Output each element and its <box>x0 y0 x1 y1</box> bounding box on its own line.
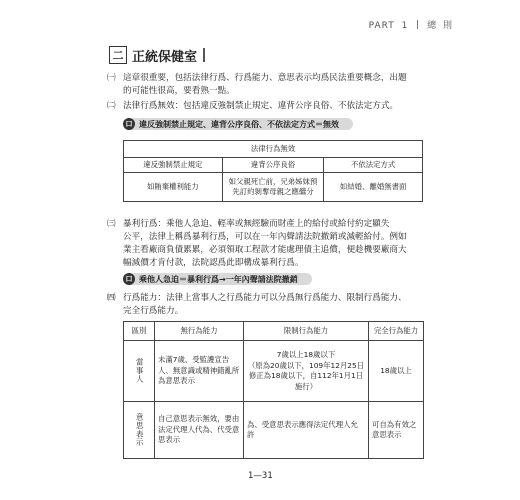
capacity-table <box>123 321 424 459</box>
item-3-mark: ㈢ <box>107 219 116 229</box>
item-3-line: 業主看廠商負債累累，必須領取工程款才能處理債主追償，便趁機要廠商大 <box>123 245 407 255</box>
item-4-mark: ㈣ <box>107 293 116 303</box>
table-1-title: 法律行為無效 <box>124 141 423 158</box>
table-1-cell: 如父親死亡前，兄弟姊妹預先訂約剝奪母親之應繼分 <box>222 173 324 202</box>
item-2-text: 法律行爲無效：包括違反強制禁止規定、違背公序良俗、不依法定方式。 <box>123 101 399 111</box>
item-4-line-2: 完全行爲能力。 <box>123 306 184 316</box>
item-1 <box>107 72 417 98</box>
item-1-line-1: 這章很重要，包括法律行爲、行爲能力、意思表示均爲民法重要概念，出題 <box>123 73 407 83</box>
table-2-row-label: 意思表示 <box>124 402 155 459</box>
table-1-cell: 如結婚、離婚無書面 <box>324 173 423 202</box>
section-title: 正統保健室 <box>132 49 198 65</box>
running-head <box>369 18 454 31</box>
section-number: 二 <box>109 46 127 64</box>
item-2-mark: ㈡ <box>107 101 116 111</box>
table-2-header: 限制行為能力 <box>244 322 369 341</box>
table-2-cell-line: （原為20歲以下，109年12月25日修正為18歲以下，自112年1月1日施行） <box>247 360 365 391</box>
tip-badge-icon: 口 <box>123 273 135 285</box>
item-2 <box>107 100 417 113</box>
table-1-header: 違反強制禁止規定 <box>124 158 223 173</box>
table-2-row-label: 當事人 <box>124 341 155 402</box>
table-2-cell: 為、受意思表示應得法定代理人允許 <box>244 402 369 459</box>
part-number: 1 <box>401 21 409 31</box>
part-label: PART <box>368 21 395 31</box>
tip-1-text: 違反強制禁止規定、違背公序良俗、不依法定方式＝無效 <box>139 119 339 129</box>
section-heading <box>109 46 205 64</box>
section-heading-bar <box>203 48 205 62</box>
tip-1 <box>123 118 353 130</box>
table-2-cell <box>244 341 369 402</box>
tip-badge-icon: 口 <box>123 118 135 130</box>
table-2-header: 區別 <box>124 322 155 341</box>
item-3 <box>107 218 417 270</box>
table-2-cell: 自己意思表示無效，要由法定代理人代為、代受意思表示 <box>155 402 244 459</box>
table-2-cell: 未滿7歲、受監護宣告人、無意識或精神錯亂所為意思表示 <box>155 341 244 402</box>
item-4 <box>107 292 417 318</box>
table-2-header: 完全行為能力 <box>369 322 424 341</box>
table-1-header: 違背公序良俗 <box>222 158 324 173</box>
chapter-title: 總 則 <box>427 21 454 31</box>
item-3-line: 公平，法律上稱爲暴利行爲，可以在一年內聲請法院撤銷或減輕給付。例如 <box>123 232 407 242</box>
table-2-header: 無行為能力 <box>155 322 244 341</box>
header-separator <box>417 20 418 29</box>
table-1-cell: 如賄棄權利能力 <box>124 173 223 202</box>
item-3-line: 幅減價才肯付款，法院認爲此即構成暴利行爲。 <box>123 258 304 268</box>
tip-2-text: 乘他人急迫＝暴利行爲→一年內聲請法院撤銷 <box>139 274 298 284</box>
item-3-line: 暴利行爲：乘他人急迫、輕率或無經驗而財產上的給付或給付約定顯失 <box>123 219 390 229</box>
tip-2 <box>123 273 312 285</box>
invalid-acts-table <box>123 140 423 202</box>
item-1-line-2: 的可能性很高，要看熟一點。 <box>123 86 235 96</box>
table-2-cell-line: 7歲以上18歲以下 <box>276 350 336 359</box>
item-1-mark: ㈠ <box>107 73 116 83</box>
page-number: 1—31 <box>248 471 273 481</box>
item-4-line-1: 行爲能力：法律上當事人之行爲能力可以分爲無行爲能力、限制行爲能力、 <box>123 293 407 303</box>
table-2-cell: 可自為有效之意思表示 <box>369 402 424 459</box>
table-2-cell: 18歲以上 <box>369 341 424 402</box>
table-1-header: 不依法定方式 <box>324 158 423 173</box>
